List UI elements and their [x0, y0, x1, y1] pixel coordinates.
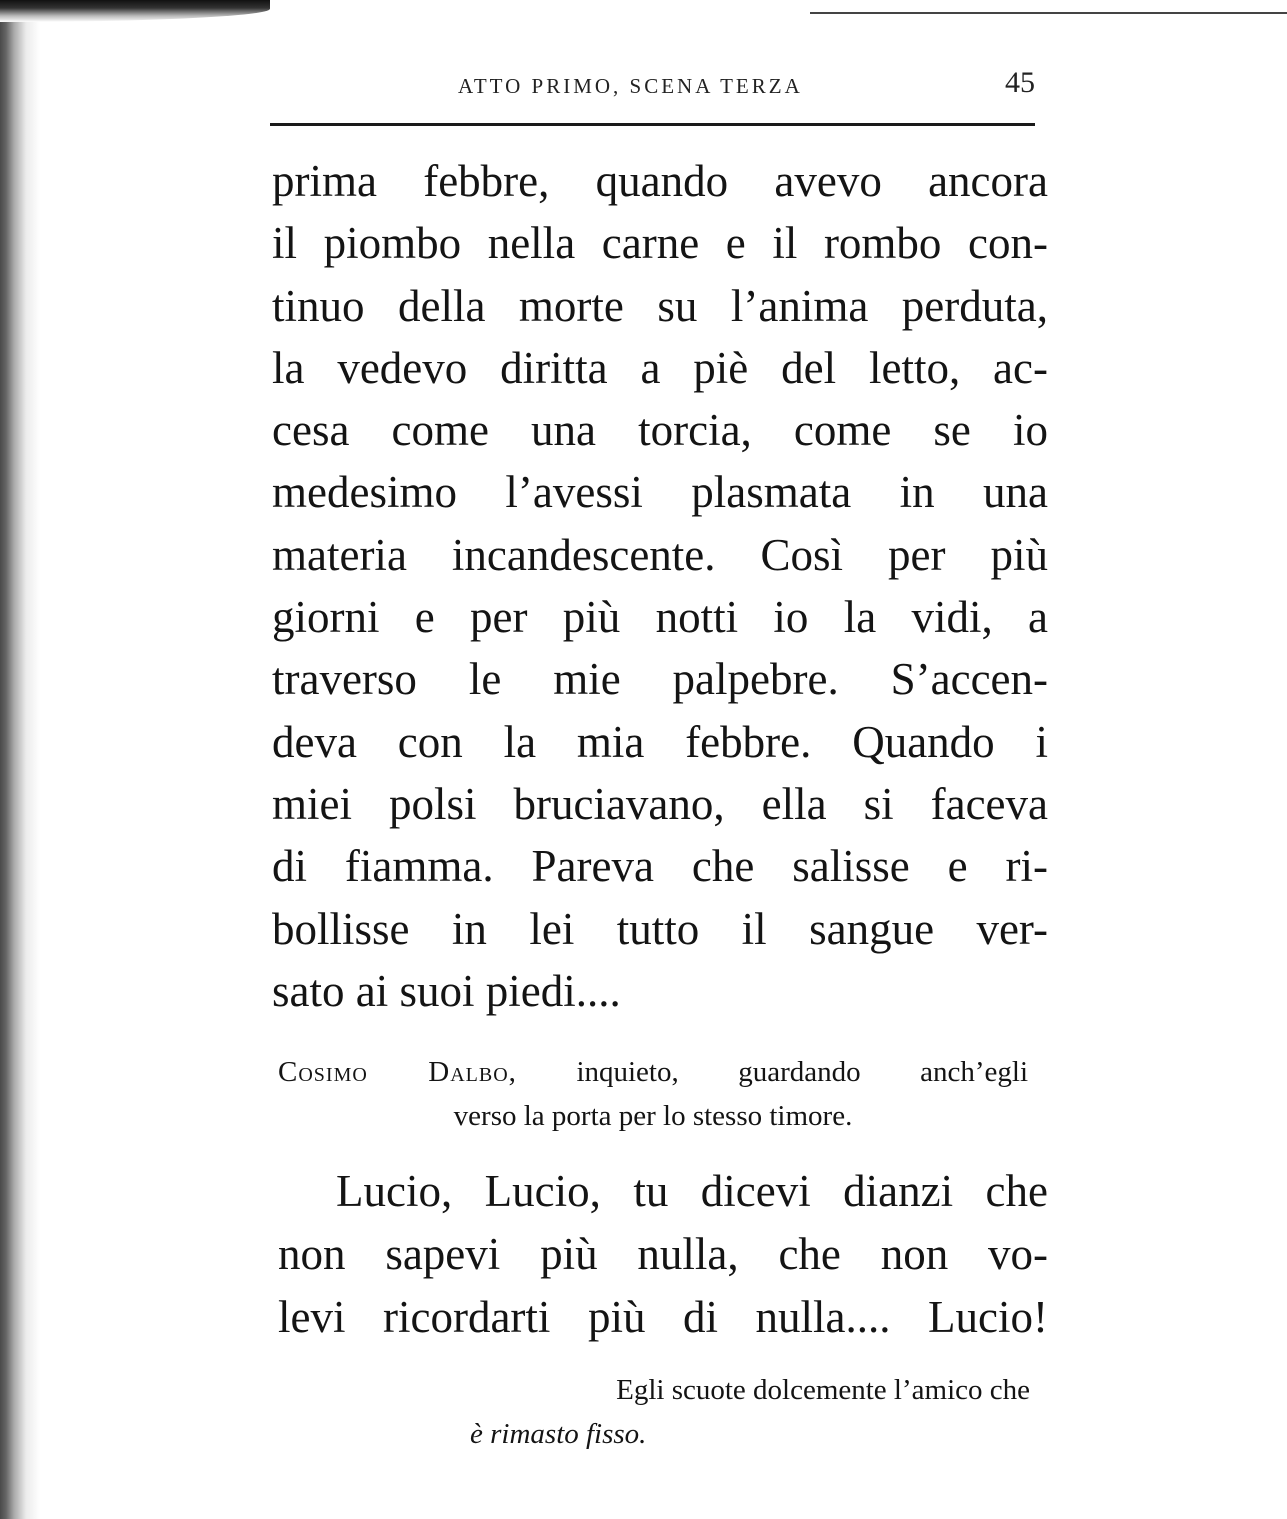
speech-line: medesimo l’avessi plasmata in una	[272, 467, 1048, 518]
speech-line: sato ai suoi piedi....	[272, 965, 621, 1016]
speech-line: miei polsi bruciavano, ella si faceva	[272, 778, 1048, 829]
speech-paragraph	[278, 1160, 1048, 1349]
speech-line: cesa come una torcia, come se io	[272, 405, 1048, 456]
header-rule	[270, 123, 1035, 126]
speech-line: traverso le mie palpebre. S’accen-	[272, 654, 1048, 705]
speech-paragraph	[272, 150, 1048, 1022]
speech-line: di fiamma. Pareva che salisse e ri-	[272, 841, 1048, 892]
speech-line: materia incandescente. Così per più	[272, 529, 1048, 580]
running-head	[270, 66, 1035, 106]
speech-line: deva con la mia febbre. Quando i	[272, 716, 1048, 767]
speech-line: levi ricordarti più di nulla.... Lucio!	[278, 1292, 1048, 1342]
stage-direction-text: inquieto, guardando anch’egli	[576, 1056, 1029, 1088]
stage-direction-line: Egli scuote dolcemente l’amico che	[616, 1374, 1030, 1406]
page-top-edge-shadow	[0, 0, 270, 22]
page-top-edge-line	[810, 12, 1287, 14]
stage-direction-line: verso la porta per lo stesso timore.	[453, 1100, 853, 1132]
speech-line: giorni e per più notti io la vidi, a	[272, 592, 1048, 643]
speech-line: Lucio, Lucio, tu dicevi dianzi che	[336, 1166, 1048, 1216]
stage-direction	[470, 1368, 1030, 1456]
stage-direction-line	[278, 1050, 1028, 1094]
book-binding-shadow	[0, 0, 40, 1519]
speech-line: non sapevi più nulla, che non vo-	[278, 1229, 1048, 1279]
stage-direction	[278, 1050, 1028, 1138]
speech-line: il piombo nella carne e il rombo con-	[272, 218, 1048, 269]
speech-line: la vedevo diritta a piè del letto, ac-	[272, 342, 1048, 393]
running-title: ATTO PRIMO, SCENA TERZA	[458, 74, 803, 98]
speech-line: bollisse in lei tutto il sangue ver-	[272, 903, 1048, 954]
page-number: 45	[1005, 66, 1035, 99]
speech-line: tinuo della morte su l’anima perduta,	[272, 280, 1048, 331]
character-name: Cosimo Dalbo,	[278, 1056, 517, 1088]
speech-line: prima febbre, quando avevo ancora	[272, 156, 1048, 206]
stage-direction-line: è rimasto fisso.	[470, 1418, 647, 1450]
